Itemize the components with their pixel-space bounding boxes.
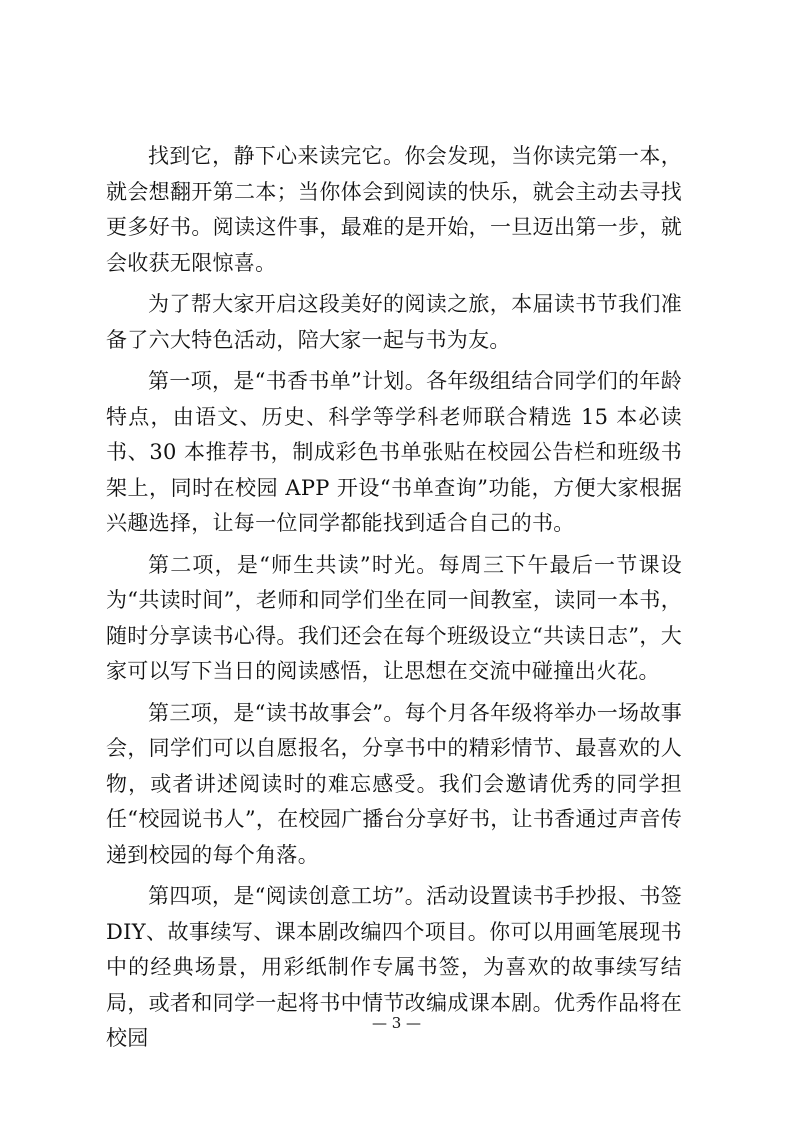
body-text (106, 139, 682, 1057)
paragraph: 第一项，是“书香书单”计划。各年级组结合同学们的年龄特点，由语文、历史、科学等学科老师联合精选 15 本必读书、30 本推荐书，制成彩色书单张贴在校园公告栏和班级书架上，同时在校园 APP 开设“书单查询”功能，方便大家根据兴趣选择，让每一位同学都能找到适合自己的书。 (106, 369, 682, 535)
page-number: — 3 — (371, 1014, 422, 1032)
paragraph: 第三项，是“读书故事会”。每个月各年级将举办一场故事会，同学们可以自愿报名，分享书中的精彩情节、最喜欢的人物，或者讲述阅读时的难忘感受。我们会邀请优秀的同学担任“校园说书人”，在校园广播台分享好书，让书香通过声音传递到校园的每个角落。 (106, 700, 682, 867)
paragraph: 找到它，静下心来读完它。你会发现，当你读完第一本，就会想翻开第二本；当你体会到阅读的快乐，就会主动去寻找更多好书。阅读这件事，最难的是开始，一旦迈出第一步，就会收获无限惊喜。 (106, 144, 682, 275)
paragraph: 第二项，是“师生共读”时光。每周三下午最后一节课设为“共读时间”，老师和同学们坐在同一间教室，读同一本书，随时分享读书心得。我们还会在每个班级设立“共读日志”，大家可以写下当日的阅读感悟，让思想在交流中碰撞出火花。 (106, 552, 682, 683)
paragraph: 为了帮大家开启这段美好的阅读之旅，本届读书节我们准备了六大特色活动，陪大家一起与书为友。 (106, 292, 682, 352)
paragraph: 第四项，是“阅读创意工坊”。活动设置读书手抄报、书签DIY、故事续写、课本剧改编四个项目。你可以用画笔展现书中的经典场景，用彩纸制作专属书签，为喜欢的故事续写结局，或者和同学一起将书中情节改编成课本剧。优秀作品将在校园 (106, 884, 682, 1050)
